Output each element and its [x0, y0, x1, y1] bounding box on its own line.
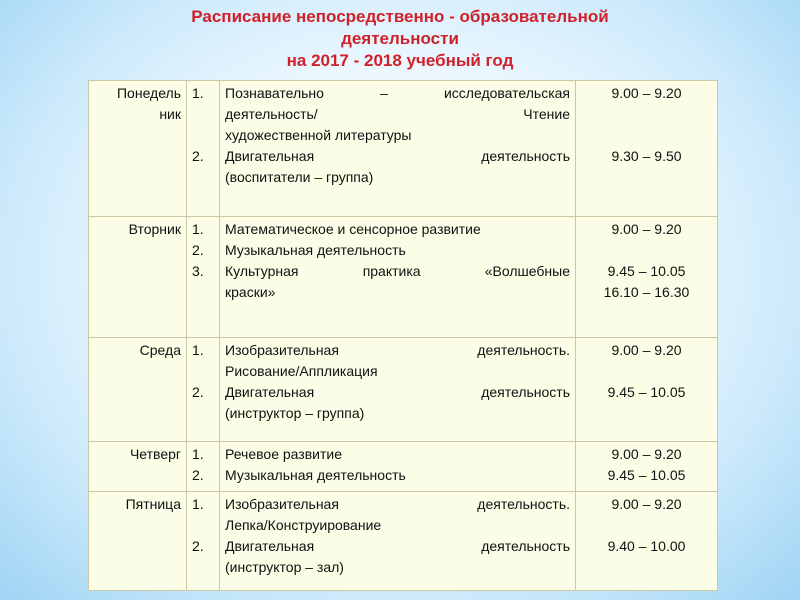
- time-slot: 9.00 – 9.20: [611, 85, 682, 101]
- day-cell: [89, 442, 187, 492]
- activities-cell: [220, 217, 576, 338]
- activities-cell: [220, 81, 576, 217]
- table-row-tuesday: [89, 217, 718, 338]
- activity-line: Двигательная деятельность: [225, 538, 570, 554]
- time-slot: 9.00 – 9.20: [611, 496, 682, 512]
- time-slot: 9.45 – 10.05: [607, 384, 686, 400]
- activity-line: Культурная практика «Волшебные: [225, 263, 570, 279]
- item-number: 1.: [192, 342, 204, 358]
- activity-line: Изобразительная деятельность.: [225, 342, 570, 358]
- activity-line: Музыкальная деятельность: [225, 467, 406, 483]
- item-number: 2.: [192, 384, 204, 400]
- time-slot: 9.45 – 10.05: [607, 263, 686, 279]
- time-slot: 9.00 – 9.20: [611, 342, 682, 358]
- numbers-cell: [187, 338, 220, 442]
- activity-line: Двигательная деятельность: [225, 384, 570, 400]
- times-cell: [576, 492, 718, 591]
- activities-cell: [220, 492, 576, 591]
- activity-line: художественной литературы: [225, 127, 412, 143]
- day-cell: [89, 492, 187, 591]
- activity-line: Математическое и сенсорное развитие: [225, 221, 481, 237]
- item-number: 2.: [192, 467, 204, 483]
- title-line-3: на 2017 - 2018 учебный год: [286, 51, 514, 70]
- activity-line: деятельность/ Чтение: [225, 106, 570, 122]
- title-line-2: деятельности: [341, 29, 459, 48]
- activity-line: Рисование/Аппликация: [225, 363, 378, 379]
- activity-line: краски»: [225, 284, 276, 300]
- day-label: Четверг: [129, 446, 181, 462]
- activity-line: (инструктор – зал): [225, 559, 344, 575]
- item-number: 1.: [192, 446, 204, 462]
- time-slot: 9.45 – 10.05: [607, 467, 686, 483]
- day-cell: [89, 81, 187, 217]
- numbers-cell: [187, 81, 220, 217]
- times-cell: [576, 338, 718, 442]
- activities-cell: [220, 338, 576, 442]
- activity-line: Речевое развитие: [225, 446, 342, 462]
- activity-line: Познавательно – исследовательская: [225, 85, 570, 101]
- item-number: 2.: [192, 242, 204, 258]
- table-row-wednesday: [89, 338, 718, 442]
- table-row-friday: [89, 492, 718, 591]
- schedule-table: [88, 80, 718, 591]
- page-title: [0, 6, 800, 72]
- times-cell: [576, 442, 718, 492]
- activity-line: (воспитатели – группа): [225, 169, 374, 185]
- times-cell: [576, 81, 718, 217]
- item-number: 2.: [192, 148, 204, 164]
- table-row-thursday: [89, 442, 718, 492]
- numbers-cell: [187, 442, 220, 492]
- numbers-cell: [187, 217, 220, 338]
- day-cell: [89, 217, 187, 338]
- time-slot: 9.00 – 9.20: [611, 221, 682, 237]
- item-number: 1.: [192, 85, 204, 101]
- day-cell: [89, 338, 187, 442]
- activity-line: Лепка/Конструирование: [225, 517, 382, 533]
- time-slot: 9.00 – 9.20: [611, 446, 682, 462]
- item-number: 2.: [192, 538, 204, 554]
- item-number: 1.: [192, 221, 204, 237]
- activities-cell: [220, 442, 576, 492]
- item-number: 1.: [192, 496, 204, 512]
- day-label: ник: [159, 106, 181, 122]
- activity-line: (инструктор – группа): [225, 405, 365, 421]
- table-row-monday: [89, 81, 718, 217]
- times-cell: [576, 217, 718, 338]
- time-slot: 16.10 – 16.30: [603, 284, 690, 300]
- day-label: Среда: [139, 342, 181, 358]
- day-label: Пятница: [125, 496, 181, 512]
- activity-line: Двигательная деятельность: [225, 148, 570, 164]
- activity-line: Изобразительная деятельность.: [225, 496, 570, 512]
- day-label: Понедель: [116, 85, 181, 101]
- title-line-1: Расписание непосредственно - образовательной: [191, 7, 609, 26]
- activity-line: Музыкальная деятельность: [225, 242, 406, 258]
- time-slot: 9.40 – 10.00: [607, 538, 686, 554]
- numbers-cell: [187, 492, 220, 591]
- day-label: Вторник: [128, 221, 181, 237]
- item-number: 3.: [192, 263, 204, 279]
- time-slot: 9.30 – 9.50: [611, 148, 682, 164]
